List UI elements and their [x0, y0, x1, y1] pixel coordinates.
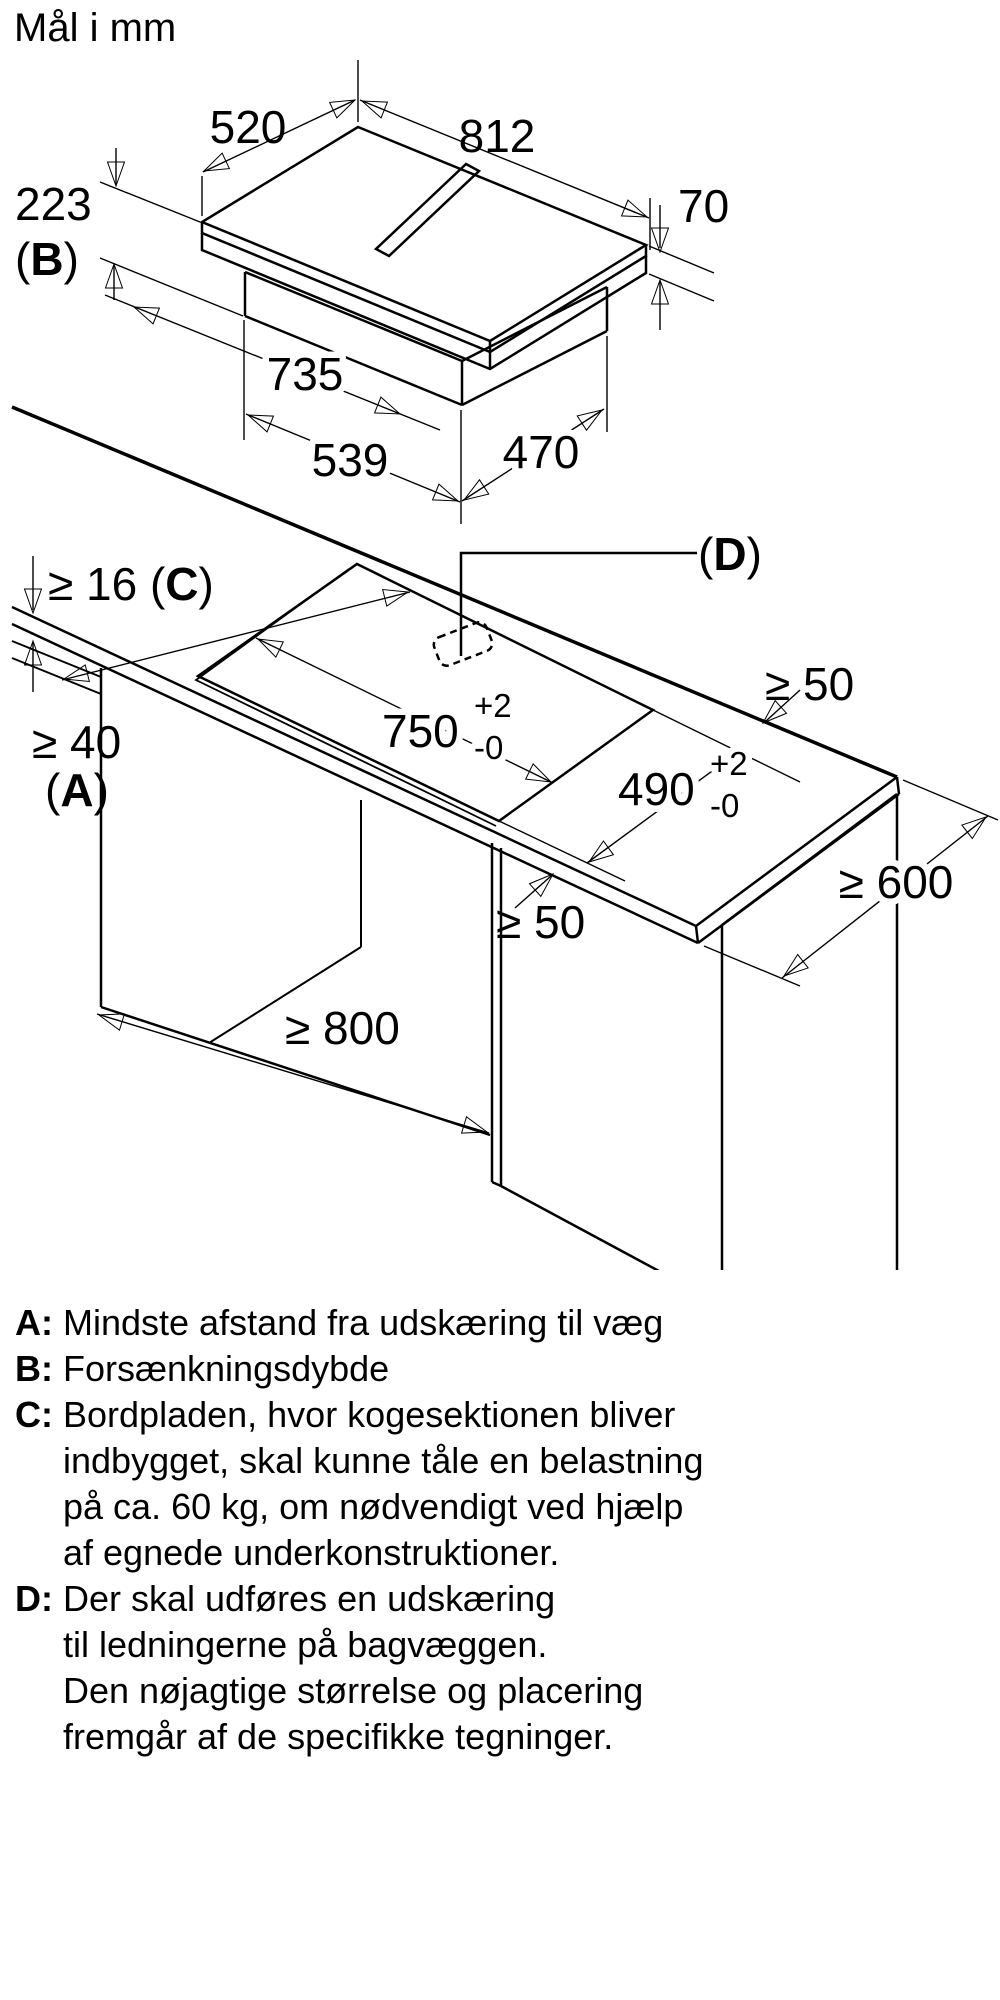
worktop-drawing: [12, 407, 899, 1270]
dim-label-490: 490: [618, 763, 695, 815]
legend-key: C:: [15, 1394, 53, 1435]
dim-label-735: 735: [266, 348, 344, 400]
dim-label-750-sub: -0: [474, 729, 504, 766]
ext-line: [704, 946, 800, 986]
legend-key: B:: [15, 1348, 53, 1389]
dim-label-490-sub: -0: [710, 787, 740, 824]
ext-line: [499, 821, 625, 881]
dim-label-70: 70: [678, 180, 730, 232]
legend-line: til ledningerne på bagvæggen.: [63, 1624, 548, 1665]
dim-label-800: ≥ 800: [285, 1002, 400, 1054]
dim-label-40: ≥ 40: [32, 716, 122, 768]
legend-line: på ca. 60 kg, om nødvendigt ved hjælp: [63, 1486, 684, 1527]
dim-label-600: ≥ 600: [838, 856, 954, 908]
dim-label-750-sup: +2: [474, 687, 512, 724]
hob-dimensions: [100, 60, 714, 524]
ref-line: [100, 182, 200, 222]
legend-line: fremgår af de specifikke tegninger.: [63, 1716, 614, 1757]
legend-line: Forsænkningsdybde: [63, 1348, 390, 1389]
dim-label-470: 470: [502, 426, 580, 478]
page-title: Mål i mm: [14, 6, 177, 50]
legend-item-D: [15, 1576, 775, 1760]
ext-line: [903, 780, 998, 820]
dim-label-D: (D): [698, 528, 762, 580]
hob-glass-top: [202, 127, 646, 341]
legend-item-A: [15, 1300, 775, 1346]
legend-line: af egnede underkonstruktioner.: [63, 1532, 560, 1573]
legend-item-C: [15, 1392, 775, 1576]
hob-vent-slot: [376, 164, 479, 256]
dim-label-490-sup: +2: [710, 745, 748, 782]
dim-label-16C: ≥ 16 (C): [48, 558, 214, 610]
legend-item-B: [15, 1346, 775, 1392]
dim-label-B: (B): [15, 233, 79, 285]
dim-label-A: (A): [45, 764, 109, 816]
legend-line: Der skal udføres en udskæring: [63, 1578, 556, 1619]
cabinet-bottom-front: [501, 1186, 722, 1270]
legend-line: indbygget, skal kunne tåle en belastning: [63, 1440, 704, 1481]
dim-label-50-front: ≥ 50: [496, 896, 586, 948]
legend: [15, 1300, 775, 1760]
legend-key: D:: [15, 1578, 53, 1619]
legend-line: Den nøjagtige størrelse og placering: [63, 1670, 644, 1711]
dim-label-520: 520: [209, 101, 287, 153]
ref-line: [649, 246, 714, 273]
dim-label-812: 812: [458, 110, 536, 162]
worktop-corner: [897, 777, 899, 794]
dim-label-50-back: ≥ 50: [765, 658, 855, 710]
worktop-corner: [696, 926, 698, 943]
legend-line: Bordpladen, hvor kogesektionen bliver: [63, 1394, 676, 1435]
worktop-cutout: [198, 564, 653, 821]
worktop-front-bottom-edge: [12, 624, 698, 943]
dim-label-223: 223: [15, 178, 92, 230]
dim-label-750: 750: [382, 705, 459, 757]
dim-label-539: 539: [311, 434, 389, 486]
worktop-dimensions: [25, 556, 999, 1140]
ref-line: [649, 274, 714, 301]
legend-key: A:: [15, 1302, 53, 1343]
ref-line: [100, 258, 243, 316]
d-callout-line: [461, 553, 697, 656]
legend-line: Mindste afstand fra udskæring til væg: [63, 1302, 664, 1343]
